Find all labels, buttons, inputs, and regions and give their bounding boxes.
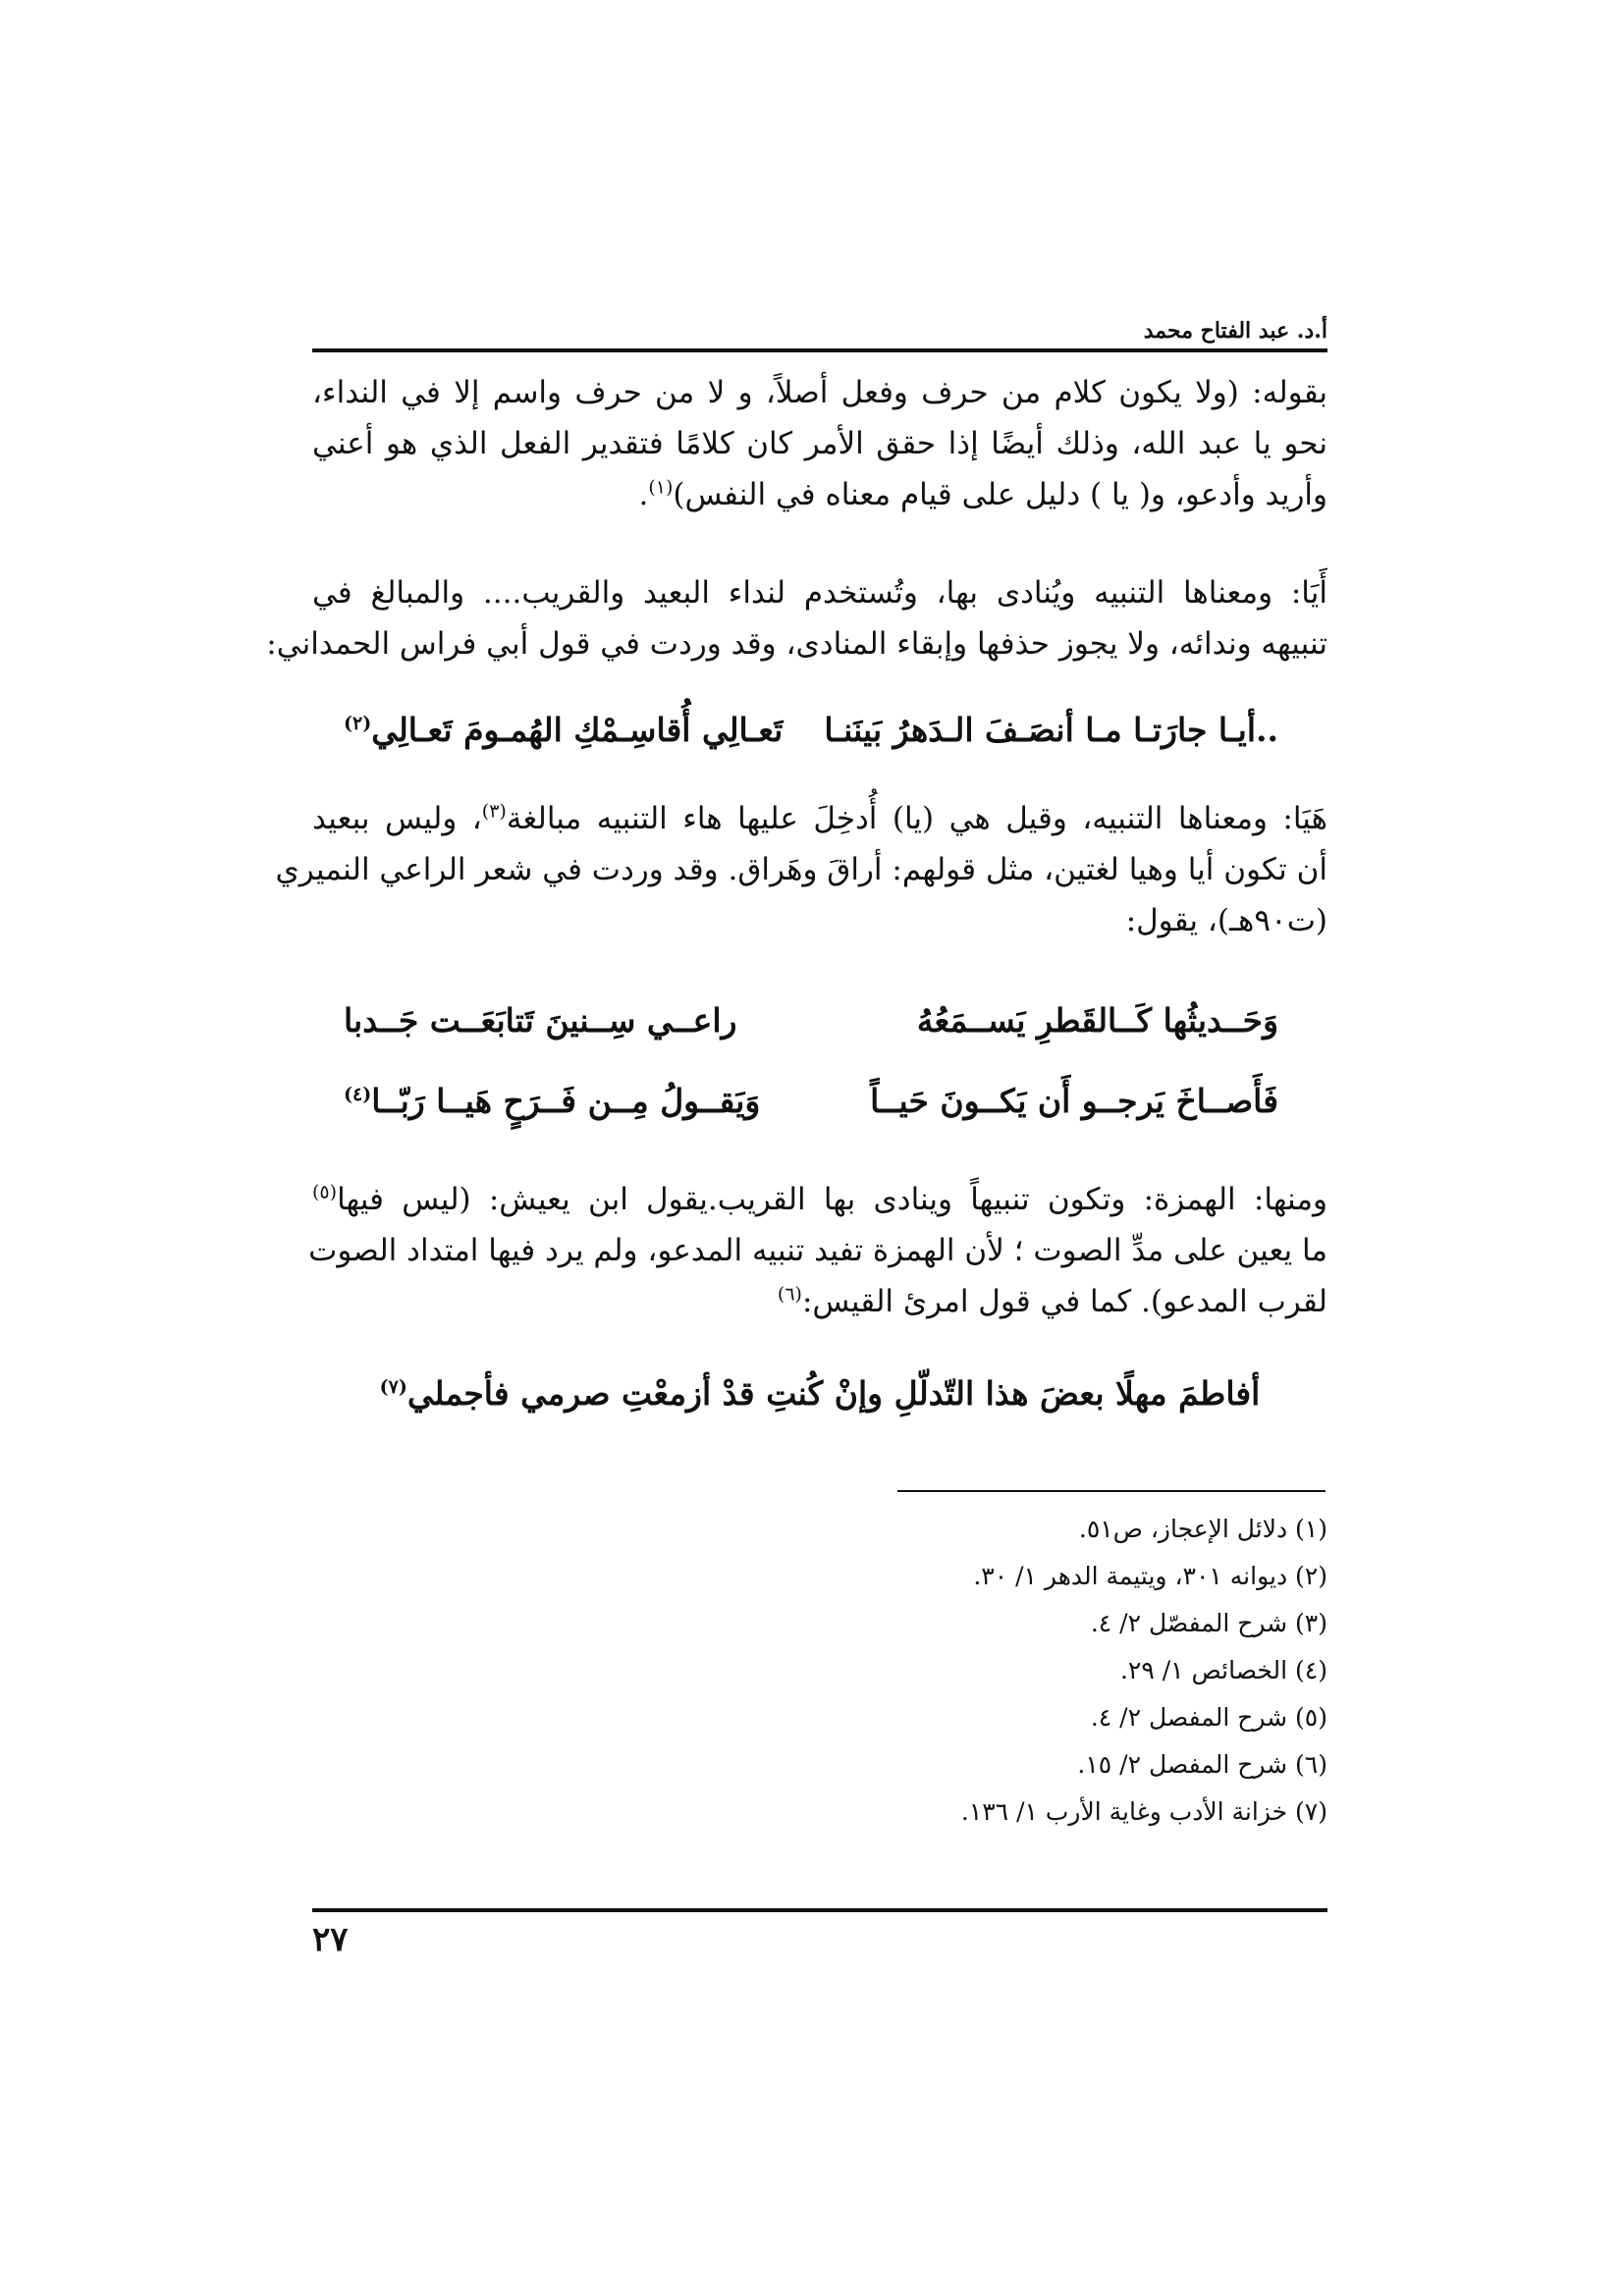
line-text: لقرب المدعو). كما في قول امرئ القيس: — [801, 1284, 1327, 1319]
hemistich-text: وَيَقــولُ مِــن فَــرَحٍ هَيــا رَبّــا — [371, 1082, 761, 1120]
verse-row — [312, 703, 1327, 772]
footnote-ref: (٧) — [379, 1376, 407, 1398]
line-text: هَيَا: ومعناها التنبيه، وقيل هي (يا) أُدخِلَ عليها هاء التنبيه مبالغة — [506, 801, 1327, 836]
footnote-ref: (٢) — [344, 713, 372, 734]
paragraph-line: أن تكون أيا وهيا لغتين، مثل قولهم: أراقَ وهَراق. وقد وردت في شعر الراعي النميري — [275, 852, 1327, 887]
paragraph-3 — [275, 793, 1327, 946]
poem-verse-2 — [312, 993, 1327, 1143]
line-text: ، وليس ببعيد — [312, 801, 482, 836]
verse-row — [312, 993, 1327, 1062]
verse-line — [312, 1364, 1327, 1423]
verse-first-hemistich: فَأَصــاخَ يَرجــو أَن يَكــونَ حَيــاً — [870, 1082, 1278, 1120]
footnote-item: (٤) الخصائص ١/ ٢٩. — [1119, 1656, 1327, 1684]
footnote-ref: (٥) — [312, 1181, 338, 1203]
hemistich-text: تَعـالِي أُقاسِـمْكِ الهُمـومَ تَعـالِي — [371, 711, 784, 749]
line-text: ومنها: الهمزة: وتكون تنبيهاً وينادى بها القريب.يقول ابن يعيش: (ليس فيها — [337, 1182, 1327, 1217]
footer-rule — [312, 1908, 1327, 1912]
line-text: وأريد وأدعو، و( يا ) دليل على قيام معناه في النفس) — [673, 477, 1327, 512]
verse-second-hemistich — [344, 711, 783, 749]
footnote-item: (٢) ديوانه ٣٠١، ويتيمة الدهر ١/ ٣٠. — [973, 1562, 1327, 1590]
header-author: أ.د. عبد الفتاح محمد — [1143, 318, 1327, 344]
paragraph-line: نحو يا عبد الله، وذلك أيضًا إذا حقق الأمر كان كلامًا فتقدير الفعل الذي هو أعني — [312, 426, 1327, 461]
verse-row — [312, 1074, 1327, 1143]
poem-verse-1 — [312, 703, 1327, 772]
paragraph-line: ما يعين على مدِّ الصوت ؛ لأن الهمزة تفيد تنبيه المدعو، ولم يرد فيها امتداد الصوت — [308, 1233, 1327, 1268]
line-end-period: . — [638, 477, 649, 512]
paragraph-line — [312, 1276, 1327, 1327]
footnote-ref: (٣) — [481, 800, 507, 823]
verse-second-hemistich — [344, 1082, 760, 1120]
paragraph-line — [312, 1174, 1327, 1225]
paragraph-1 — [312, 367, 1327, 520]
paragraph-line: بقوله: (ولا يكون كلام من حرف وفعل أصلاً، و لا من حرف واسم إلا في النداء، — [312, 375, 1327, 410]
paragraph-line: تنبيهه وندائه، ولا يجوز حذفها وإبقاء المنادى، وقد وردت في قول أبي فراس الحمداني: — [266, 626, 1327, 662]
poem-verse-3 — [312, 1364, 1327, 1423]
footnote-item: (٧) خزانة الأدب وغاية الأرب ١/ ١٣٦. — [960, 1797, 1327, 1826]
paragraph-4 — [308, 1174, 1327, 1327]
running-header — [312, 312, 1327, 346]
page-number: ٢٧ — [312, 1920, 349, 1959]
footnote-item: (٥) شرح المفصل ٢/ ٤. — [1090, 1703, 1327, 1732]
paragraph-2 — [266, 567, 1327, 669]
footnote-item: (١) دلائل الإعجاز، ص٥١. — [1078, 1515, 1327, 1543]
footnote-separator — [897, 1490, 1326, 1492]
footnote-item: (٣) شرح المفصّل ٢/ ٤. — [1090, 1609, 1327, 1637]
footnote-item: (٦) شرح المفصل ٢/ ١٥. — [1077, 1750, 1327, 1779]
verse-text: أفاطمَ مهلًا بعضَ هذا التّدلّلِ وإنْ كُنتِ قدْ أزمعْتِ صرمي فأجملي — [406, 1374, 1261, 1413]
verse-first-hemistich: وَحَــديثُها كَــالقَطرِ يَســمَعُهُ — [916, 1001, 1278, 1040]
verse-first-hemistich: ..أيـا جارَتـا مـا أنصَـفَ الـدَهرُ بَينَنـا — [824, 711, 1278, 749]
paragraph-line: أَيَا: ومعناها التنبيه ويُنادى بها، وتُستخدم لنداء البعيد والقريب.... والمبالغ في — [312, 575, 1327, 611]
verse-second-hemistich: راعــي سِــنينَ تَتابَعَــت جَــدبا — [344, 1001, 737, 1040]
paragraph-line: (ت٩٠هـ)، يقول: — [1125, 903, 1327, 938]
paragraph-line — [312, 793, 1327, 844]
footnote-ref: (٤) — [344, 1084, 372, 1105]
footnote-ref: (١) — [648, 476, 674, 499]
paragraph-line — [312, 469, 1327, 520]
footnotes — [640, 1506, 1327, 1836]
footnote-ref: (٦) — [777, 1283, 802, 1306]
header-rule — [312, 348, 1327, 352]
